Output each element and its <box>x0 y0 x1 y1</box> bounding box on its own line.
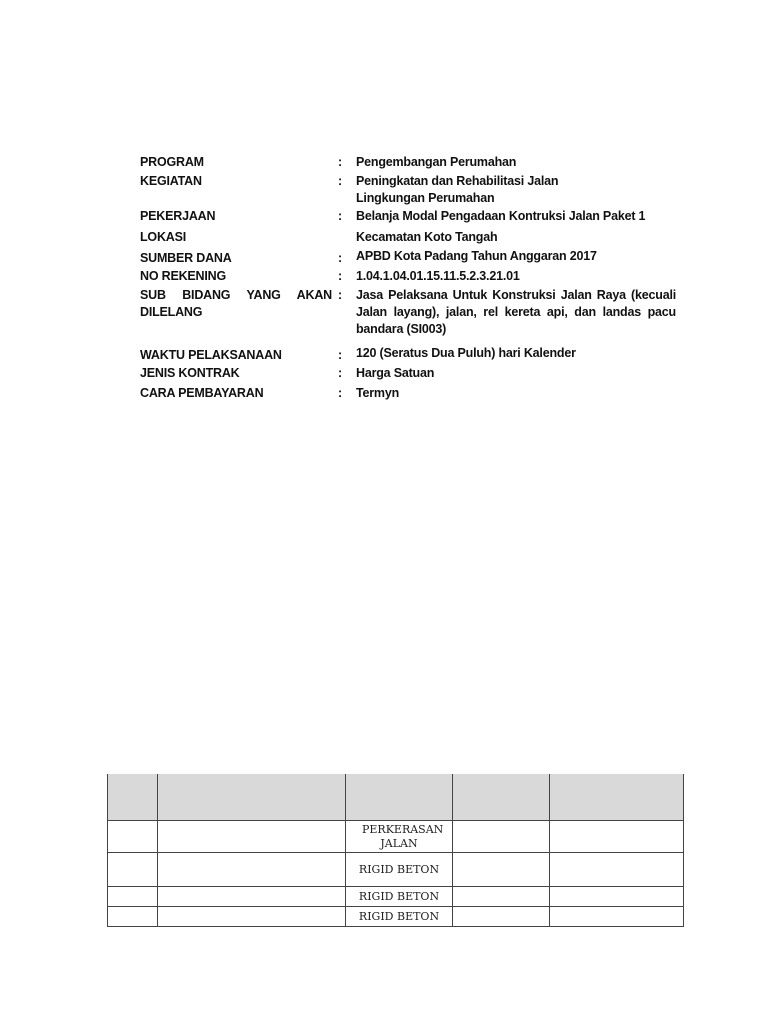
info-colon: : <box>338 155 342 169</box>
info-value: Jasa Pelaksana Untuk Konstruksi Jalan Raya (kecuali Jalan layang), jalan, rel kereta api, dan landas pacu bandara (SI003) <box>356 288 676 336</box>
info-colon <box>338 227 356 248</box>
table-header-cell <box>346 774 453 821</box>
table-cell <box>108 853 158 887</box>
info-label: NO REKENING <box>140 269 227 283</box>
info-value: 1.04.1.04.01.15.11.5.2.3.21.01 <box>356 269 520 283</box>
info-colon: : <box>338 348 342 362</box>
table-cell <box>158 853 346 887</box>
info-label: WAKTU PELAKSANAAN <box>140 348 282 362</box>
table-cell: PERKERASAN JALAN <box>346 821 453 853</box>
info-label: JENIS KONTRAK <box>140 366 240 380</box>
info-value: Belanja Modal Pengadaan Kontruksi Jalan Paket 1 <box>356 209 646 223</box>
table-cell <box>108 821 158 853</box>
info-value: Harga Satuan <box>356 366 435 380</box>
table-cell <box>453 853 550 887</box>
info-row-pekerjaan <box>140 208 676 227</box>
info-value: Peningkatan dan Rehabilitasi Jalan Lingkungan Perumahan <box>356 174 559 205</box>
info-label: LOKASI <box>140 230 187 244</box>
table-row <box>108 821 684 853</box>
info-value: Kecamatan Koto Tangah <box>356 230 498 244</box>
info-value: Pengembangan Perumahan <box>356 155 517 169</box>
table-cell <box>453 907 550 927</box>
info-label: CARA PEMBAYARAN <box>140 386 264 400</box>
table-header-cell <box>550 774 684 821</box>
table-cell <box>550 887 684 907</box>
info-row-sub-bidang <box>140 287 676 345</box>
info-row-no-rekening <box>140 268 676 287</box>
table-row <box>108 907 684 927</box>
table-header-cell <box>158 774 346 821</box>
table-cell <box>550 821 684 853</box>
info-value: APBD Kota Padang Tahun Anggaran 2017 <box>356 249 597 263</box>
info-label: KEGIATAN <box>140 174 202 188</box>
info-row-jenis-kontrak <box>140 365 676 385</box>
table-cell: RIGID BETON <box>346 907 453 927</box>
info-colon: : <box>338 366 342 380</box>
table-cell: RIGID BETON <box>346 853 453 887</box>
info-row-sumber-dana <box>140 248 676 268</box>
table-cell <box>158 907 346 927</box>
info-row-cara-pembayaran <box>140 385 676 405</box>
table-cell <box>158 821 346 853</box>
info-label: SUB BIDANG YANG AKAN DILELANG <box>140 288 332 319</box>
table-cell <box>108 907 158 927</box>
info-colon: : <box>338 269 342 283</box>
table-header-cell <box>453 774 550 821</box>
work-items-table <box>107 774 684 927</box>
table-row <box>108 853 684 887</box>
table-cell <box>453 821 550 853</box>
info-row-program <box>140 154 676 173</box>
table-header-cell <box>108 774 158 821</box>
info-colon: : <box>338 251 342 265</box>
info-row-kegiatan <box>140 173 676 208</box>
info-row-waktu <box>140 345 676 365</box>
table-row <box>108 887 684 907</box>
info-label: PROGRAM <box>140 155 204 169</box>
info-colon: : <box>338 386 342 400</box>
table-cell <box>550 907 684 927</box>
info-colon: : <box>338 209 342 223</box>
info-value: Termyn <box>356 386 400 400</box>
info-label: PEKERJAAN <box>140 209 216 223</box>
table-cell <box>108 887 158 907</box>
table-header-row <box>108 774 684 821</box>
info-colon: : <box>338 288 342 302</box>
table-cell: RIGID BETON <box>346 887 453 907</box>
table-cell <box>550 853 684 887</box>
info-colon: : <box>338 174 342 188</box>
info-value: 120 (Seratus Dua Puluh) hari Kalender <box>356 346 576 360</box>
info-label: SUMBER DANA <box>140 251 232 265</box>
project-info <box>140 154 676 405</box>
table-cell <box>158 887 346 907</box>
info-row-lokasi <box>140 227 676 248</box>
table-cell <box>453 887 550 907</box>
